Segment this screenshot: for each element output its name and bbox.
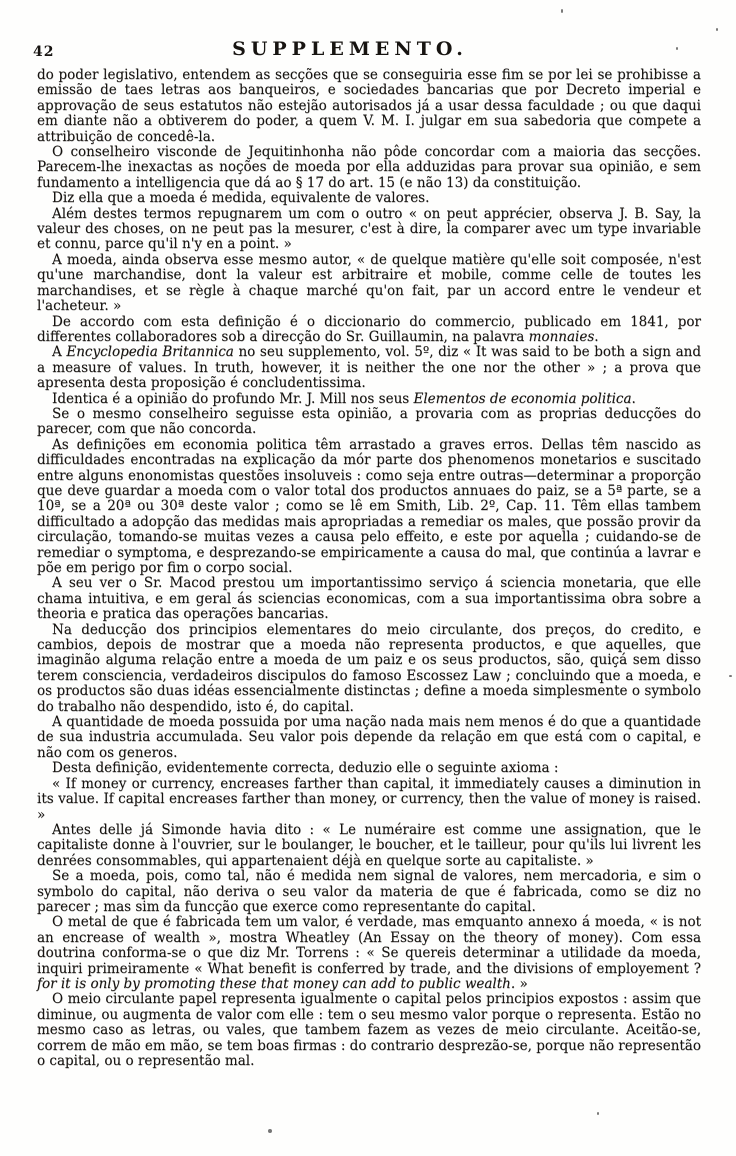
paragraph xyxy=(37,823,701,869)
paragraph xyxy=(37,407,701,438)
text-run: A quantidade de moeda possuida por uma nação nada mais nem menos é do que a quantidade de sua industria accumulada. Seu valor pois depende da relação em que está com o capital, e não com os generos. xyxy=(37,714,701,761)
paragraph xyxy=(37,576,701,622)
scan-speckle xyxy=(561,9,563,13)
paragraph xyxy=(37,345,701,391)
paragraph xyxy=(37,392,701,407)
paragraph xyxy=(37,145,701,191)
text-run: Diz ella que a moeda é medida, equivalente de valores. xyxy=(52,190,430,207)
paragraph xyxy=(37,869,701,915)
italic-text-run: Elementos de economia politica xyxy=(413,390,632,407)
paragraph xyxy=(37,715,701,761)
paragraph xyxy=(37,777,701,823)
text-run: Identica é a opinião do profundo Mr. J. Mill nos seus xyxy=(52,390,414,407)
text-run: Se a moeda, pois, como tal, não é medida nem signal de valores, nem mercadoria, e sim o symbolo do capital, não deriva o seu valor da materia de que é fabricada, como se diz no parecer ; mas sim da funcção que exerce como representante do capital. xyxy=(37,868,701,915)
scan-speckle xyxy=(268,1129,272,1133)
text-run: A moeda, ainda observa esse mesmo autor, « de quelque matière qu'elle soit composée, n'est qu'une marchandise, dont la valeur est arbitraire et mobile, comme celle de toutes les marchandises, et se règle à chaque marché qu'on fait, par un accord entre le vendeur et l'acheteur. » xyxy=(37,251,701,315)
text-run: » xyxy=(515,975,528,992)
page-body xyxy=(37,68,701,1069)
paragraph xyxy=(37,438,701,577)
text-run: O conselheiro visconde de Jequitinhonha não pôde concordar com a maioria das secções. Parecem-lhe inexactas as noções de moeda por ella adduzidas para provar sua opinião, e sem fundamento a intelligencia que dá ao § 17 do art. 15 (e não 13) da constituição. xyxy=(37,144,701,191)
text-run: « If money or currency, encreases farther than capital, it immediately causes a diminution in its value. If capital encreases farther than money, or currency, then the value of money is raised. » xyxy=(37,775,701,823)
text-run: . xyxy=(631,390,636,407)
text-run: O metal de que é fabricada tem um valor, é verdade, mas emquanto annexo á moeda, « is not an encrease of wealth », mostra Wheatley (An Essay on the theory of money). Com essa doutrina conforma-se o que diz Mr. Torrens : « Se quereis determinar a utilidade da moeda, inquiri primeiramente « What benefit is conferred by trade, and the divisions of employement ? xyxy=(37,914,701,977)
italic-text-run: for it is only by promoting these that money can add to public wealth. xyxy=(37,975,516,992)
paragraph xyxy=(37,623,701,715)
paragraph xyxy=(37,253,701,315)
text-run: Se o mesmo conselheiro seguisse esta opinião, a provaria com as proprias deducções do parecer, com que não concorda. xyxy=(37,405,701,438)
text-run: Desta definição, evidentemente correcta, deduzio elle o seguinte axioma : xyxy=(52,760,559,777)
text-run: no seu supplemento, vol. 5º, diz « It was said to be both a sign and a measure of values. In truth, however, it is neither the one nor the other » ; a prova que apresenta desta proposição é concludentissima. xyxy=(37,344,701,392)
paragraph xyxy=(37,992,701,1069)
scan-speckle xyxy=(597,1112,599,1115)
text-run: A seu ver o Sr. Macod prestou um importantissimo serviço á sciencia monetaria, que elle chama intuitiva, e em geral ás sciencias economicas, com a sua importantissima obra sobre a theoria e pratica das operações bancarias. xyxy=(37,575,701,623)
text-run: As definições em economia politica têm arrastado a graves erros. Dellas têm nascido as difficuldades encontradas na explicação da mór parte dos phenomenos monetarios e suscitado entre alguns enonomistas questões insoluveis : como seja entre outras—determinar a proporção que deve guardar a moeda com o valor total dos productos annuaes do paiz, se a 5ª parte, se a 10ª, se a 20ª ou 30ª deste valor ; como se lê em Smith, Lib. 2º, Cap. 11. Têm ellas tambem difficultado a adopção das medidas mais apropriadas a remediar os males, que possão provir da circulação, tomando-se muitas vezes a causa pelo effeito, e este por aquella ; cuidando-se de remediar o symptoma, e desprezando-se empiricamente a causa do mal, que continúa a lavrar e põe em perigo por fim o corpo social. xyxy=(37,436,701,576)
paragraph xyxy=(37,915,701,992)
paragraph xyxy=(37,761,701,776)
page-number: 42 xyxy=(33,44,55,60)
italic-text-run: monnaies xyxy=(528,328,595,345)
text-run: do poder legislativo, entendem as secções que se conseguiria esse fim se por lei se prohibisse a emissão de taes letras aos banqueiros, e sociedades bancarias que por Decreto imperial e approvação de seus estatutos não estejão autorisados já a usar dessa faculdade ; ou que daqui em diante não a obtiverem do poder, a quem V. M. I. julgar em sua sabedoria que compete a attribuição de concedê-la. xyxy=(37,67,701,145)
text-run: O meio circulante papel representa igualmente o capital pelos principios expostos : assim que diminue, ou augmenta de valor com elle : tem o seu mesmo valor porque o representa. Estão no mesmo caso as letras, ou vales, que tambem fazem as vezes de meio circulante. Aceitão-se, correm de mão em mão, se tem boas firmas : do contrario desprezão-se, porque não representão o capital, ou o representão mal. xyxy=(37,991,701,1069)
scan-speckle xyxy=(729,675,732,677)
scan-speckle xyxy=(676,47,678,50)
paragraph xyxy=(37,315,701,346)
paragraph xyxy=(37,68,701,145)
page-header-title: SUPPLEMENTO. xyxy=(232,38,468,60)
text-run: Além destes termos repugnarem um com o outro « on peut apprécier, observa J. B. Say, la valeur des choses, on ne peut pas la mesurer, c'est à dire, la comparer avec um type invariable et connu, parce qu'il n'y en a point. » xyxy=(37,205,701,253)
paragraph xyxy=(37,191,701,206)
scan-speckle xyxy=(716,28,718,31)
paragraph xyxy=(37,207,701,253)
italic-text-run: Encyclopedia Britannica xyxy=(66,344,234,361)
text-run: Antes delle já Simonde havia dito : « Le numéraire est comme une assignation, que le capitaliste donne à l'ouvrier, sur le boulanger, le boucher, et le tailleur, pour qu'ils lui livrent les denrées consommables, qui appartenaient déjà en quelque sorte au capitaliste. » xyxy=(37,821,701,869)
text-run: De accordo com esta definição é o diccionario do commercio, publicado em 1841, por differentes collaboradores sob a direcção do Sr. Guillaumin, na palavra xyxy=(37,313,701,345)
text-run: . xyxy=(594,328,599,345)
text-run: A xyxy=(52,344,67,361)
text-run: Na deducção dos principios elementares do meio circulante, dos preços, do credito, e cambios, depois de mostrar que a moeda não representa productos, e que aquelles, que imaginão alguma relação entre a moeda de um paiz e os seus productos, são, quiçá sem disso terem consciencia, verdadeiros discipulos do famoso Escossez Law ; concluindo que a moeda, e os productos são duas idéas essencialmente distinctas ; define a moeda simplesmente o symbolo do trabalho não despendido, isto é, do capital. xyxy=(37,621,701,715)
